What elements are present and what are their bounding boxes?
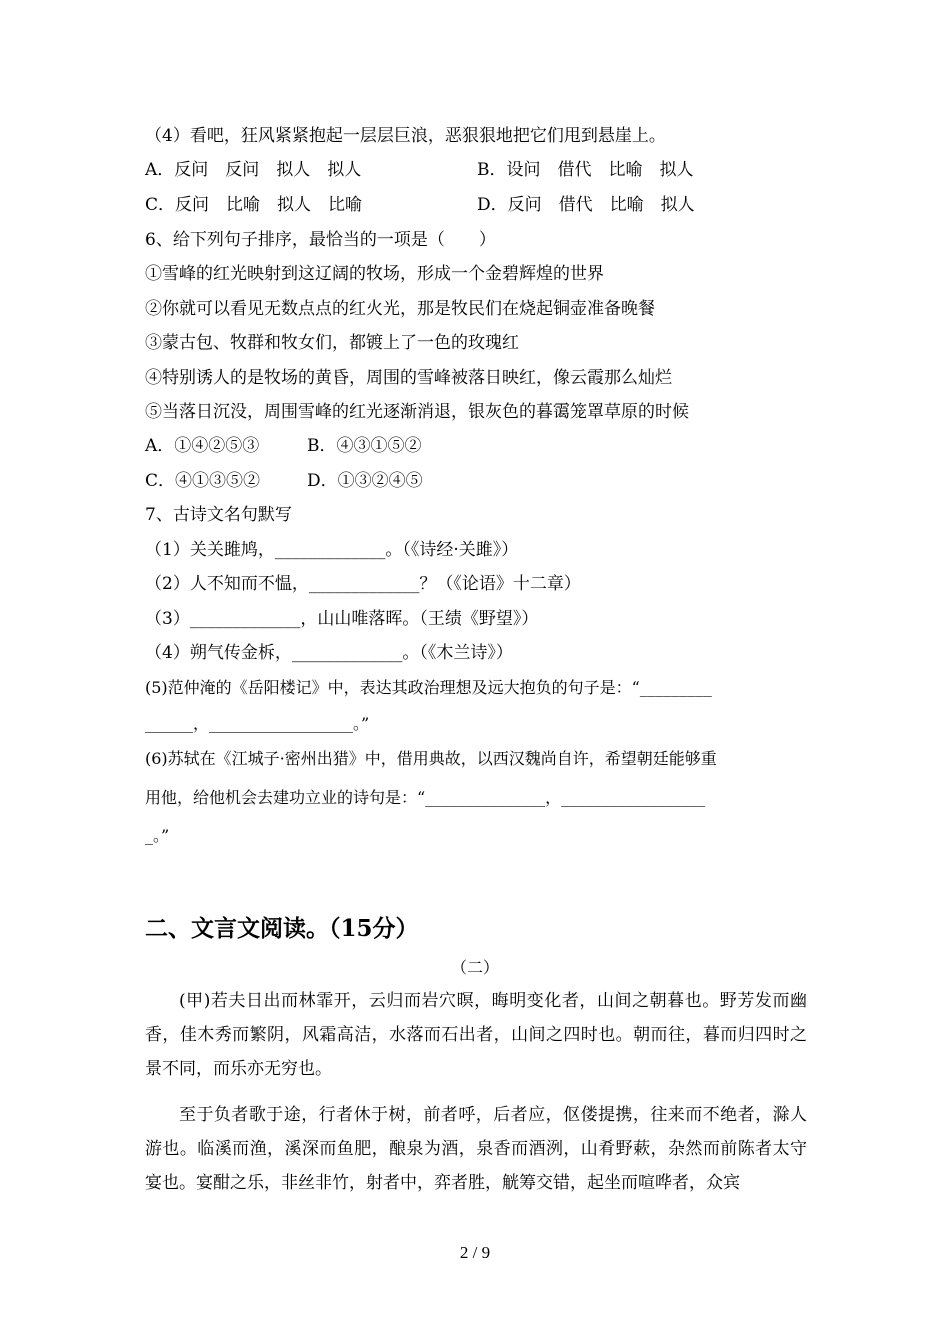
q7-stem: 7、古诗文名句默写 <box>145 505 292 525</box>
q6-option-a: A．①④②⑤③ <box>145 436 260 456</box>
q6-option-c: C．④①③⑤② <box>145 471 261 491</box>
q5-option-c: C．反问 比喻 拟人 比喻 <box>145 195 363 215</box>
q7-item-4: （4）朔气传金柝，_____________。（《木兰诗》） <box>145 643 513 663</box>
q6-sentence-3: ③蒙古包、牧群和牧女们，都镀上了一色的玫瑰红 <box>145 333 519 353</box>
q6-options-row-1 <box>145 435 422 457</box>
q5-options-row-1 <box>145 159 694 181</box>
q6-sentence-5: ⑤当落日沉没，周围雪峰的红光逐渐消退，银灰色的暮霭笼罩草原的时候 <box>145 402 689 422</box>
q6-sentence-1: ①雪峰的红光映射到这辽阔的牧场，形成一个金碧辉煌的世界 <box>145 264 604 284</box>
q5-option-b: B．设问 借代 比喻 拟人 <box>477 160 694 180</box>
q7-item-6-line-2: 用他，给他机会去建功立业的诗句是：“_______________，__________________ <box>145 788 706 807</box>
q6-options-row-2 <box>145 470 423 492</box>
q5-options-row-2 <box>145 194 695 216</box>
q6-sentence-4: ④特别诱人的是牧场的黄昏，周围的雪峰被落日映红，像云霞那么灿烂 <box>145 368 672 388</box>
passage-paragraph-1: (甲)若夫日出而林霏开，云归而岩穴暝，晦明变化者，山间之朝暮也。野芳发而幽香，佳木秀而繁阴，风霜高洁，水落而石出者，山间之四时也。朝而往，暮而归四时之景不同，而乐亦无穷也。 <box>145 991 807 1079</box>
q5-option-d: D．反问 借代 比喻 拟人 <box>477 195 695 215</box>
q6-option-b: B．④③①⑤② <box>307 436 422 456</box>
q5-item-4: （4）看吧，狂风紧紧抱起一层层巨浪，恶狠狠地把它们甩到悬崖上。 <box>145 126 666 146</box>
q6-option-d: D．①③②④⑤ <box>307 471 423 491</box>
q5-option-a: A．反问 反问 拟人 拟人 <box>145 160 362 180</box>
q7-item-6-line-1: (6)苏轼在《江城子·密州出猎》中，借用典故，以西汉魏尚自许，希望朝廷能够重 <box>145 749 717 768</box>
q7-item-5-line-1: (5)范仲淹的《岳阳楼记》中，表达其政治理想及远大抱负的句子是：“_________ <box>145 678 712 697</box>
q6-stem: 6、给下列句子排序，最恰当的一项是（ ） <box>145 230 496 250</box>
passage-paragraph-2: 至于负者歌于途，行者休于树，前者呼，后者应，伛偻提携，往来而不绝者，滁人游也。临溪而渔，溪深而鱼肥，酿泉为酒，泉香而酒洌，山肴野蔌，杂然而前陈者太守宴也。宴酣之乐，非丝非竹，射者中，弈者胜，觥筹交错，起坐而喧哗者，众宾 <box>145 1105 807 1193</box>
page-number: 2 / 9 <box>459 1243 491 1262</box>
section-2-heading: 二、文言文阅读。（15分） <box>145 915 419 942</box>
q7-item-2: （2）人不知而不愠，_____________？（《论语》十二章） <box>145 574 581 594</box>
q7-item-3: （3）_____________，山山唯落晖。（王绩《野望》） <box>145 609 539 629</box>
section-2-subheading: （二） <box>450 958 499 977</box>
q7-item-6-line-3: _。” <box>145 826 170 845</box>
q7-item-1: （1）关关雎鸠，_____________。（《诗经·关雎》） <box>145 540 519 560</box>
q6-sentence-2: ②你就可以看见无数点点的红火光，那是牧民们在烧起铜壶准备晚餐 <box>145 299 655 319</box>
q7-item-5-line-2: ______，__________________。” <box>145 714 370 733</box>
